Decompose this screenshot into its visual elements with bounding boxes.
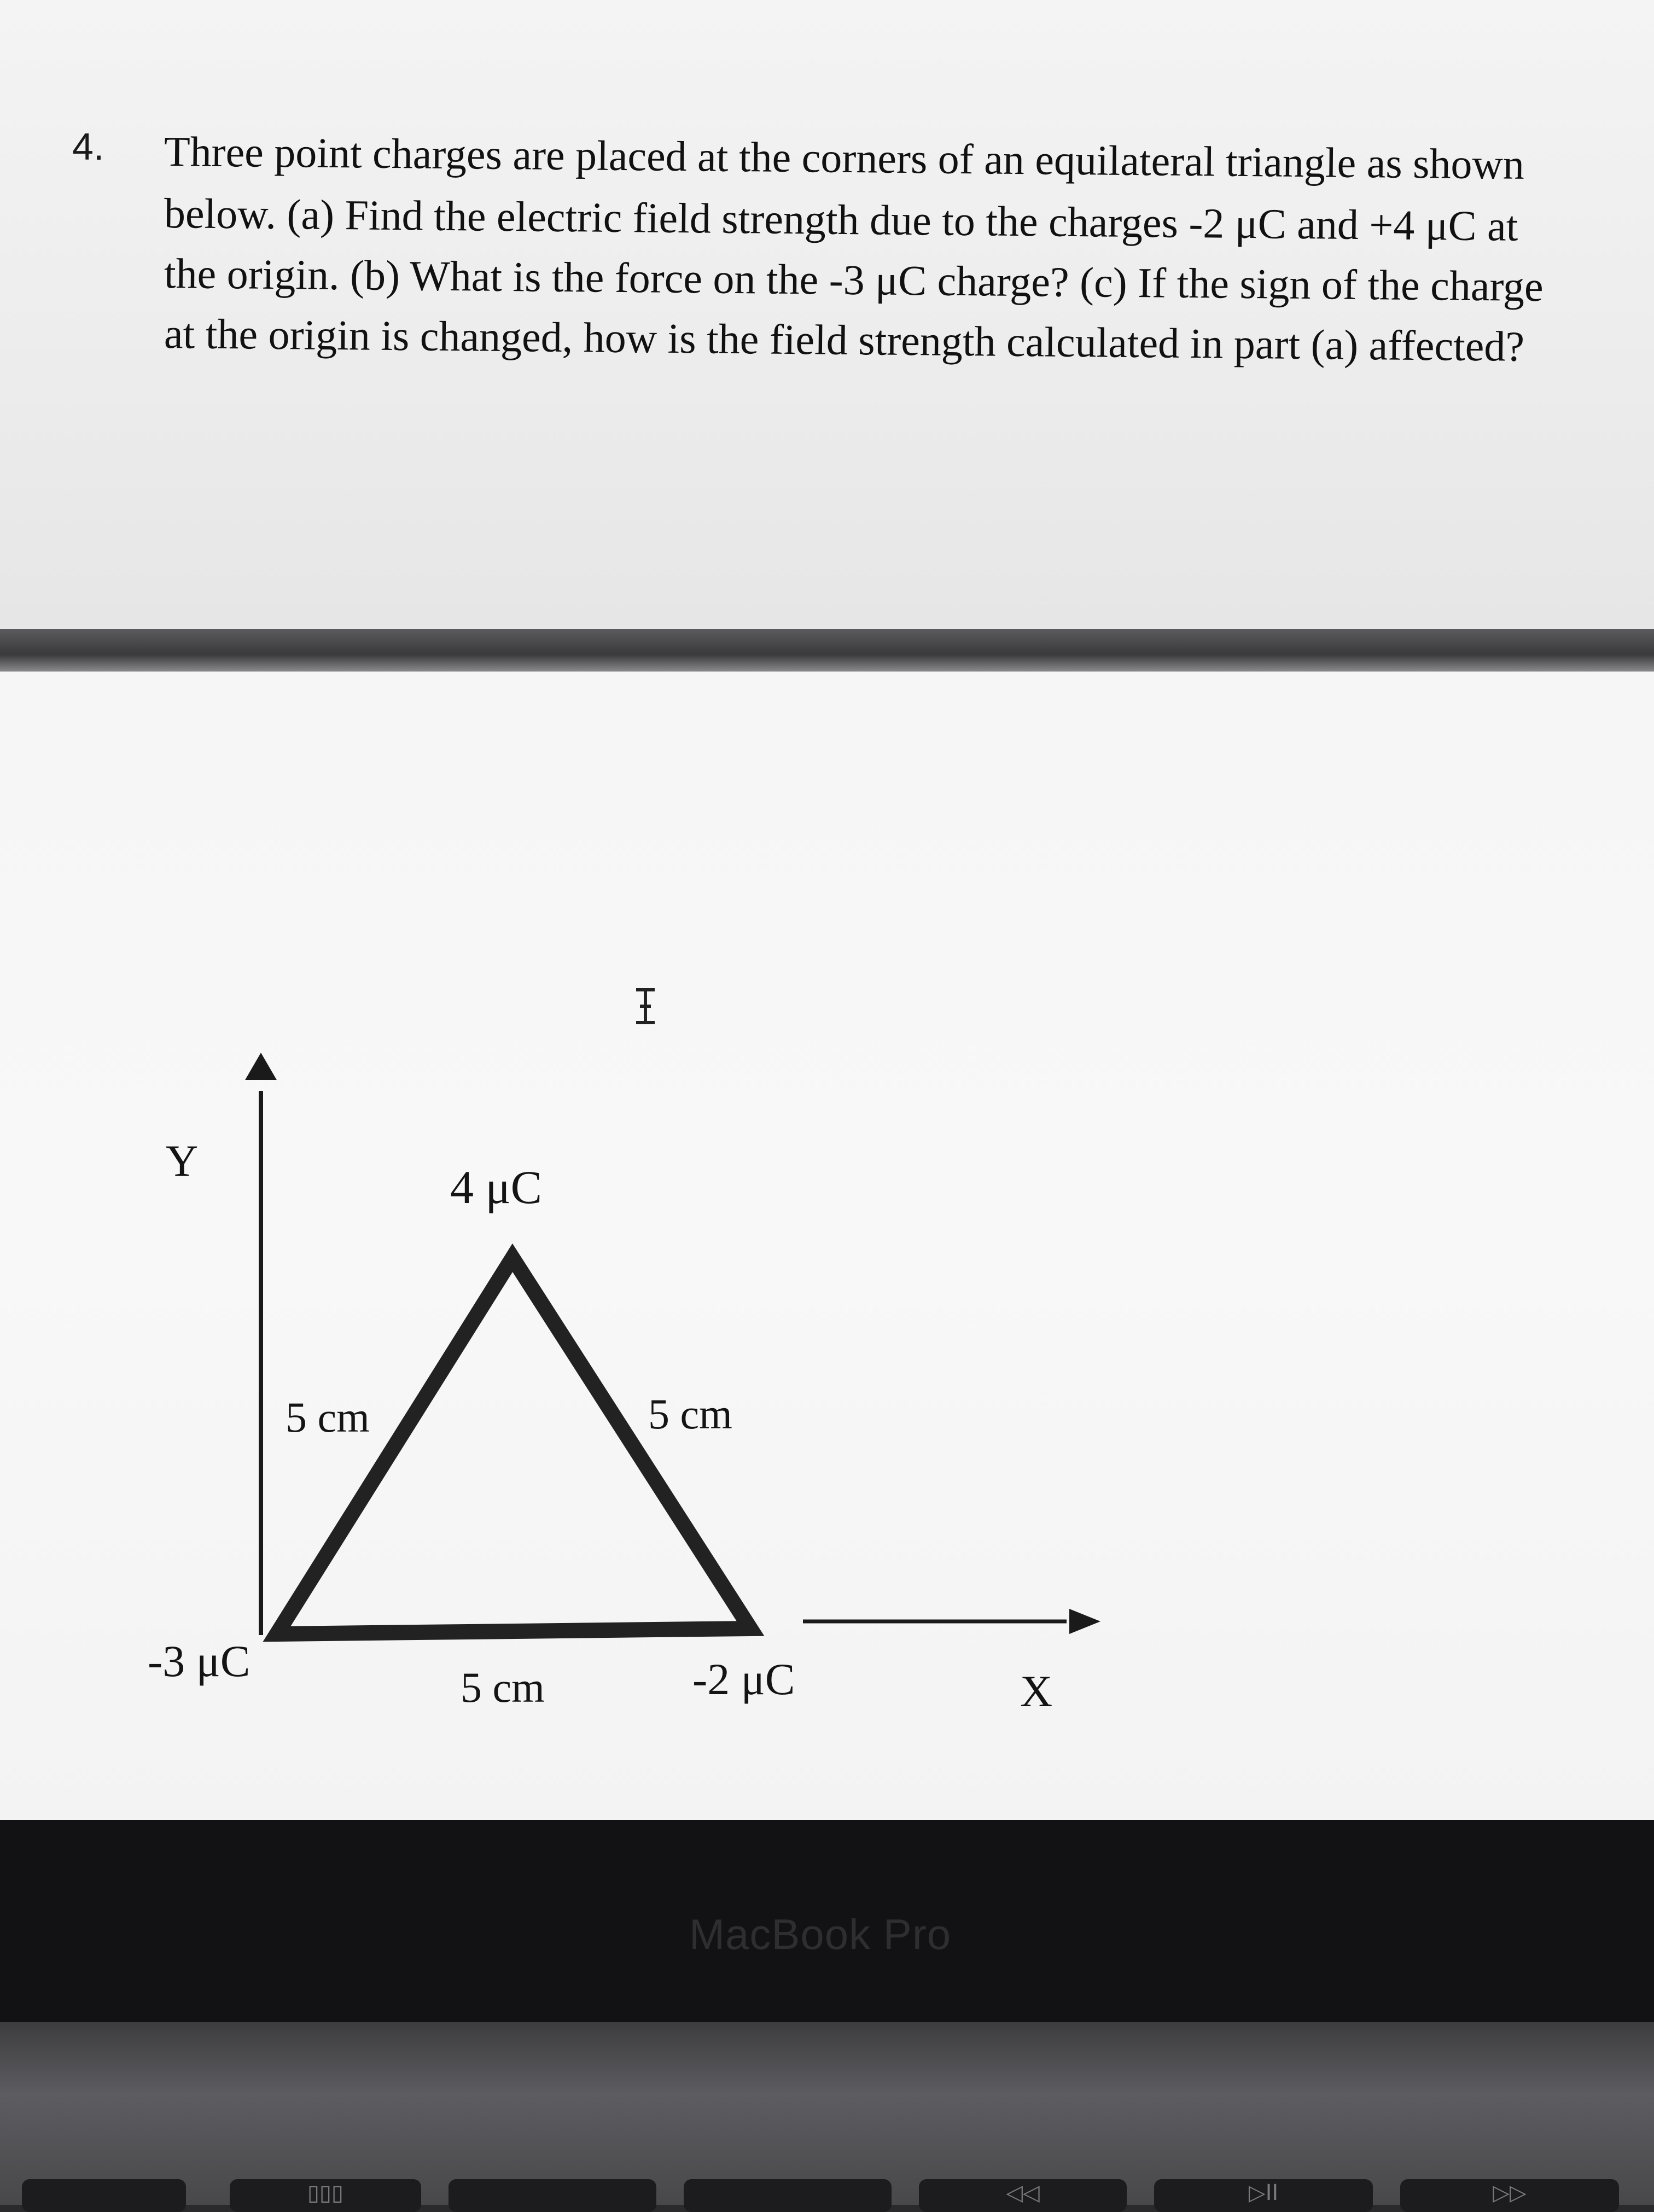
y-axis-arrowhead: [245, 1053, 277, 1080]
left-charge-label: -3 μC: [148, 1636, 251, 1686]
mission-control-icon[interactable]: ▯▯▯: [230, 2179, 421, 2212]
text-cursor-icon: [636, 990, 655, 1023]
question-number: 4.: [72, 125, 104, 168]
right-charge-label: -2 μC: [692, 1654, 795, 1704]
play-pause-icon[interactable]: ▷II: [1154, 2179, 1373, 2212]
left-side-length-label: 5 cm: [286, 1393, 370, 1441]
x-axis-label: X: [1020, 1666, 1053, 1716]
rewind-icon[interactable]: ◁◁: [919, 2179, 1127, 2212]
brand-label: MacBook Pro: [689, 1910, 952, 1958]
question-line-1: Three point charges are placed at the corners of an equilateral triangle as shown: [164, 127, 1525, 188]
fast-forward-icon[interactable]: ▷▷: [1400, 2179, 1619, 2212]
touch-bar-key-4[interactable]: [684, 2179, 892, 2212]
question-line-4: at the origin is changed, how is the field strength calculated in part (a) affected?: [164, 310, 1525, 370]
x-axis-arrowhead: [1069, 1609, 1100, 1634]
laptop-chassis: [0, 2022, 1654, 2205]
touch-bar-key-3[interactable]: [449, 2179, 656, 2212]
bottom-side-length-label: 5 cm: [461, 1664, 545, 1711]
right-side-length-label: 5 cm: [648, 1390, 732, 1438]
question-line-3: the origin. (b) What is the force on the -3 μC charge? (c) If the sign of the charge: [164, 249, 1544, 311]
question-line-2: below. (a) Find the electric field strength due to the charges -2 μC and +4 μC at: [164, 189, 1518, 250]
y-axis-label: Y: [166, 1136, 199, 1186]
equilateral-triangle: [277, 1258, 750, 1634]
touch-bar-key-1[interactable]: [22, 2179, 186, 2212]
top-charge-label: 4 μC: [450, 1161, 542, 1213]
